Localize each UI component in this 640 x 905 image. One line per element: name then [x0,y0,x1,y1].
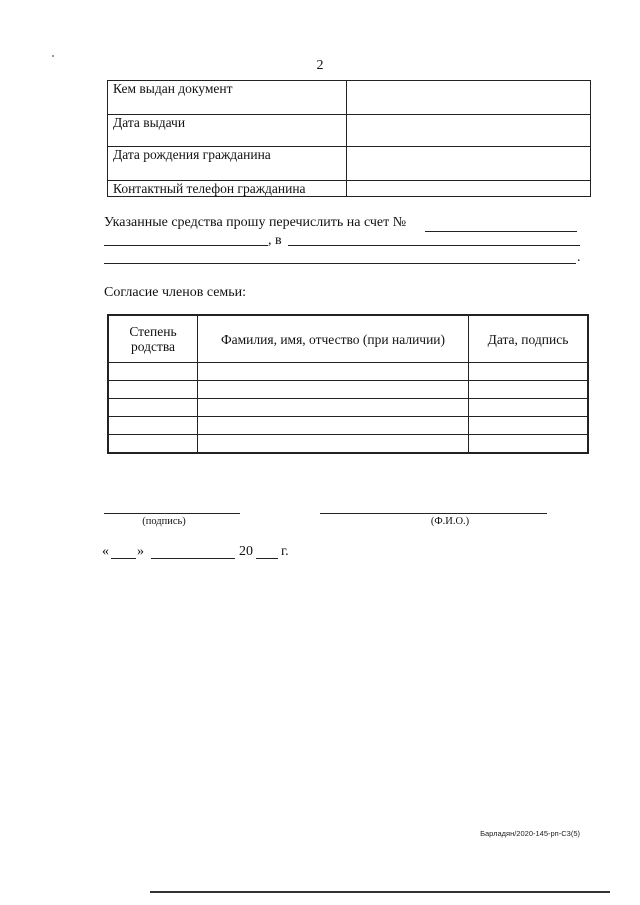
date-close-quote: » [137,544,144,559]
full-name-cell[interactable] [198,363,469,381]
month-line[interactable] [151,558,235,559]
date-signature-cell[interactable] [469,399,589,417]
relationship-cell[interactable] [108,435,198,454]
date-signature-cell[interactable] [469,435,589,454]
table-row [108,81,591,115]
year-prefix: 20 [239,544,253,559]
page-number: 2 [316,58,324,73]
full-name-cell[interactable] [198,381,469,399]
signature-line[interactable] [104,513,240,514]
full-name-cell[interactable] [198,399,469,417]
issued-by-label: Кем выдан документ [108,81,347,115]
account-number-line[interactable] [425,231,577,232]
birth-date-label: Дата рождения гражданина [108,147,347,181]
issue-date-field[interactable] [347,115,591,147]
bank-name-line-2[interactable] [104,263,576,264]
column-header-relationship: Степень родства [108,315,198,363]
table-row [108,381,588,399]
bank-prefix-text: , в [268,233,282,248]
table-row [108,181,591,197]
date-signature-cell[interactable] [469,381,589,399]
signature-caption: (подпись) [142,516,186,527]
relationship-cell[interactable] [108,399,198,417]
account-number-line-2[interactable] [104,245,268,246]
transfer-request-text: Указанные средства прошу перечислить на счет № [104,215,407,230]
table-header-row [108,315,588,363]
date-signature-cell[interactable] [469,363,589,381]
consent-heading: Согласие членов семьи: [104,285,247,300]
scan-edge-line [150,891,610,893]
column-header-full-name: Фамилия, имя, отчество (при наличии) [198,315,469,363]
year-line[interactable] [256,558,278,559]
issue-date-label: Дата выдачи [108,115,347,147]
table-row [108,363,588,381]
table-row [108,147,591,181]
column-header-date-signature: Дата, подпись [469,315,589,363]
full-name-caption: (Ф.И.О.) [430,516,470,527]
year-suffix: г. [281,544,289,559]
full-name-cell[interactable] [198,435,469,454]
full-name-cell[interactable] [198,417,469,435]
document-code: Барладян/2020-145-рп-С3(5) [480,829,580,838]
relationship-cell[interactable] [108,363,198,381]
bank-name-line[interactable] [288,245,580,246]
date-signature-cell[interactable] [469,417,589,435]
table-row [108,115,591,147]
full-name-line[interactable] [320,513,547,514]
table-row [108,399,588,417]
table-row [108,435,588,454]
relationship-cell[interactable] [108,381,198,399]
phone-label: Контактный телефон гражданина [108,181,347,197]
table-row [108,417,588,435]
scan-speck [52,55,54,57]
date-open-quote: « [102,544,109,559]
birth-date-field[interactable] [347,147,591,181]
phone-field[interactable] [347,181,591,197]
applicant-info-table [107,80,591,197]
family-consent-table [107,314,589,454]
relationship-cell[interactable] [108,417,198,435]
end-punctuation: . [577,250,581,265]
issued-by-field[interactable] [347,81,591,115]
day-line[interactable] [111,558,136,559]
